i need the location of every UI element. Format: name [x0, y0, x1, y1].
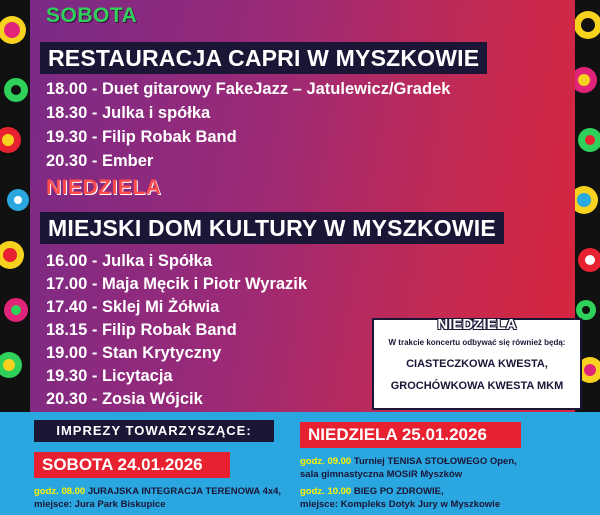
sunday-item: 18.15 - Filip Robak Band: [46, 321, 237, 339]
sunday-event-place: sala gimnastyczna MOSiR Myszków: [300, 469, 463, 480]
extras-line: CIASTECZKOWA KWESTA,: [406, 358, 548, 370]
saturday-event: godz. 08.00 JURAJSKA INTEGRACJA TERENOWA 4x4,: [34, 486, 282, 497]
saturday-item: 19.30 - Filip Robak Band: [46, 128, 237, 146]
saturday-item: 18.00 - Duet gitarowy FakeJazz – Jatulewicz/Gradek: [46, 80, 451, 98]
sunday-heading: NIEDZIELA: [46, 176, 162, 199]
sunday-event: godz. 09.00 Turniej TENISA STOŁOWEGO Open,: [300, 456, 517, 467]
sunday-item: 19.30 - Licytacja: [46, 367, 173, 385]
saturday-venue: RESTAURACJA CAPRI W MYSZKOWIE: [40, 42, 487, 74]
sunday-event-place: miejsce: Kompleks Dotyk Jury w Myszkowie: [300, 499, 501, 510]
extras-heading: NIEDZIELA: [437, 316, 517, 333]
extras-line: GROCHÓWKOWA KWESTA MKM: [390, 380, 564, 392]
sunday-item: 20.30 - Zosia Wójcik: [46, 390, 203, 408]
sunday-item: 16.00 - Julka i Spółka: [46, 252, 212, 270]
sunday-item: 17.40 - Sklej Mi Żółwia: [46, 298, 220, 316]
sunday-item: 17.00 - Maja Męcik i Piotr Wyrazik: [46, 275, 308, 293]
side-events-title: IMPREZY TOWARZYSZĄCE:: [34, 420, 274, 442]
sunday-date: NIEDZIELA 25.01.2026: [300, 422, 521, 448]
sunday-venue: MIEJSKI DOM KULTURY W MYSZKOWIE: [40, 212, 504, 244]
saturday-heading: SOBOTA: [46, 4, 138, 27]
saturday-date: SOBOTA 24.01.2026: [34, 452, 230, 478]
sunday-event: godz. 10.00 BIEG PO ZDROWIE,: [300, 486, 444, 497]
saturday-item: 18.30 - Julka i spółka: [46, 104, 211, 122]
extras-note: W trakcie koncertu odbywać się również będą:: [388, 338, 566, 347]
saturday-item: 20.30 - Ember: [46, 152, 154, 170]
saturday-event-place: miejsce: Jura Park Biskupice: [34, 499, 166, 510]
sunday-extras-box: [372, 318, 582, 410]
sunday-item: 19.00 - Stan Krytyczny: [46, 344, 222, 362]
